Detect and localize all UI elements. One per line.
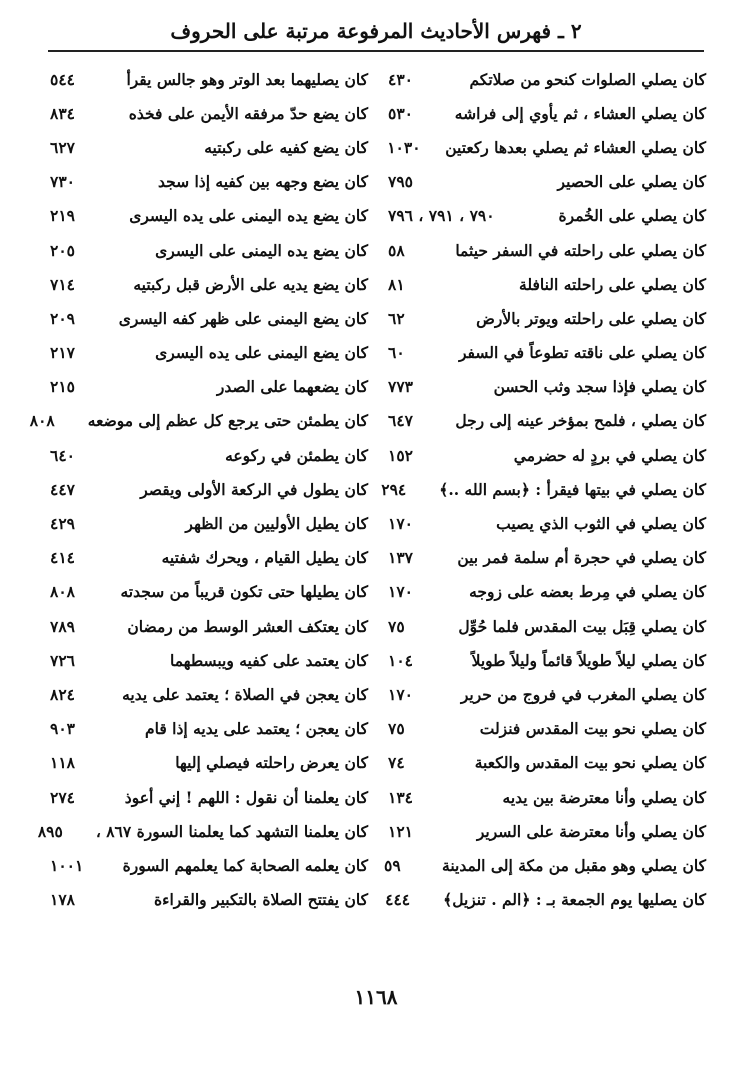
hadith-text: كان يصلي على الخُمرة	[558, 206, 706, 226]
index-entry	[50, 370, 368, 404]
hadith-number: ٨٢٤	[50, 684, 75, 704]
index-entry	[388, 233, 706, 267]
hadith-text: كان يصلي المغرب في فروج من حرير	[460, 684, 706, 704]
hadith-text: كان يعلمنا التشهد كما يعلمنا السورة ٨٦٧ ،	[95, 821, 368, 841]
hadith-number: ١٢١	[388, 821, 413, 841]
hadith-text: كان يصلي في بيتها فيقرأ : ﴿بسم الله ..﴾	[439, 479, 706, 499]
hadith-number: ٦٤٧	[388, 411, 413, 431]
index-entry	[388, 336, 706, 370]
hadith-text: كان يصلي في بردٍ له حضرمي	[513, 445, 706, 465]
hadith-text: كان يصليهما بعد الوتر وهو جالس يقرأ	[126, 69, 368, 89]
hadith-number: ٥٩	[384, 855, 401, 875]
hadith-text: كان يعتكف العشر الوسط من رمضان	[127, 616, 368, 636]
index-entry	[50, 165, 368, 199]
hadith-number: ٢٠٩	[50, 308, 75, 328]
index-entry	[50, 506, 368, 540]
index-entry	[388, 370, 706, 404]
index-entry	[50, 609, 368, 643]
index-entry	[388, 814, 706, 848]
hadith-text: كان يصلي على راحلته ويوتر بالأرض	[476, 308, 706, 328]
index-column-left	[29, 62, 368, 917]
index-entry	[50, 677, 368, 711]
index-entry	[50, 199, 368, 233]
hadith-number: ٤٣٠	[388, 69, 413, 89]
index-entry	[388, 165, 706, 199]
hadith-text: كان يعتمد على كفيه ويبسطهما	[170, 650, 368, 670]
hadith-text: كان يعجن ؛ يعتمد على يديه إذا قام	[145, 719, 368, 739]
index-entry	[50, 643, 368, 677]
index-entry	[388, 609, 706, 643]
index-entry	[50, 541, 368, 575]
hadith-number: ٢١٥	[50, 377, 75, 397]
hadith-number: ٧٣٠	[50, 172, 75, 192]
hadith-number: ١٧٠	[388, 514, 413, 534]
index-entry	[388, 62, 706, 96]
hadith-text: كان يصلي الصلوات كنحو من صلاتكم	[469, 69, 706, 89]
index-entry	[50, 438, 368, 472]
hadith-text: كان يفتتح الصلاة بالتكبير والقراءة	[154, 890, 368, 910]
page-number: ١١٦٨	[354, 985, 398, 1009]
hadith-number: ٦٠	[388, 343, 405, 363]
hadith-text: كان يصلي العشاء ثم يصلي بعدها ركعتين	[445, 137, 706, 157]
index-entry	[50, 336, 368, 370]
hadith-number: ١٠٠١	[50, 855, 84, 875]
hadith-text: كان يطول في الركعة الأولى ويقصر	[140, 479, 368, 499]
hadith-number: ٦٢	[388, 308, 405, 328]
hadith-number: ٧٨٩	[50, 616, 75, 636]
hadith-number: ١٠٣٠	[387, 137, 421, 157]
hadith-number: ٨٩٥	[37, 821, 63, 841]
hadith-number: ١١٨	[50, 753, 75, 773]
hadith-number: ٤٢٩	[50, 514, 75, 534]
hadith-number: ٧١٤	[50, 274, 75, 294]
hadith-text: كان يطمئن في ركوعه	[225, 445, 368, 465]
index-entry	[388, 267, 706, 301]
index-entry	[37, 814, 368, 848]
hadith-text: كان يطيلها حتى تكون قريباً من سجدته	[120, 582, 368, 602]
hadith-number: ٧٧٣	[388, 377, 413, 397]
hadith-text: كان يضع يده اليمنى على يده اليسرى	[129, 206, 368, 226]
hadith-number: ٤٤٧	[50, 479, 75, 499]
hadith-text: كان يعرض راحلته فيصلي إليها	[175, 753, 368, 773]
hadith-number: ٧٢٦	[50, 650, 75, 670]
hadith-number: ٧٥	[388, 616, 405, 636]
hadith-number: ٥٣٠	[388, 103, 413, 123]
hadith-text: كان يطمئن حتى يرجع كل عظم إلى موضعه	[87, 411, 368, 431]
hadith-text: كان يطيل القيام ، ويحرك شفتيه	[161, 548, 368, 568]
hadith-text: كان يصلي في مِرط بعضه على زوجه	[469, 582, 706, 602]
hadith-number: ٧٩٥	[388, 172, 413, 192]
index-entry	[388, 541, 706, 575]
hadith-text: كان يصلي وأنا معترضة بين يديه	[502, 787, 706, 807]
index-entry	[50, 301, 368, 335]
index-entry	[50, 746, 368, 780]
hadith-text: كان يعجن في الصلاة ؛ يعتمد على يديه	[122, 684, 368, 704]
hadith-text: كان يضعهما على الصدر	[216, 377, 368, 397]
index-entry	[388, 438, 706, 472]
hadith-text: كان يصلي على ناقته تطوعاً في السفر	[459, 343, 706, 363]
index-entry	[50, 848, 368, 882]
hadith-text: كان يعلمه الصحابة كما يعلمهم السورة	[122, 855, 368, 875]
hadith-number: ٦٤٠	[50, 445, 75, 465]
index-entry	[388, 780, 706, 814]
header-divider	[48, 50, 704, 52]
index-entry	[385, 883, 706, 917]
index-entry	[50, 472, 368, 506]
hadith-text: كان يضع اليمنى على ظهر كفه اليسرى	[118, 308, 368, 328]
index-entry	[388, 643, 706, 677]
hadith-text: كان يعلمنا أن نقول : اللهم ! إني أعوذ	[124, 787, 368, 807]
hadith-number: ٥٨	[388, 240, 405, 260]
hadith-text: كان يضع وجهه بين كفيه إذا سجد	[157, 172, 368, 192]
hadith-number: ١٧٨	[50, 890, 75, 910]
hadith-text: كان يصلي العشاء ، ثم يأوي إلى فراشه	[454, 103, 706, 123]
hadith-number: ٨٣٤	[50, 103, 75, 123]
hadith-number: ٢٩٤	[381, 479, 407, 499]
index-entry	[381, 472, 706, 506]
hadith-text: كان يضع كفيه على ركبتيه	[204, 137, 368, 157]
hadith-number: ٧٤	[388, 753, 405, 773]
hadith-text: كان يصلي على راحلته في السفر حيثما	[455, 240, 706, 260]
index-column-right	[381, 62, 706, 917]
index-entry	[388, 677, 706, 711]
hadith-text: كان يصلي وأنا معترضة على السرير	[476, 821, 706, 841]
hadith-number: ٦٢٧	[50, 137, 75, 157]
index-entry	[388, 301, 706, 335]
index-entry	[50, 780, 368, 814]
index-entry	[50, 130, 368, 164]
hadith-number: ١٣٧	[388, 548, 413, 568]
hadith-number: ٢٠٥	[50, 240, 75, 260]
hadith-number: ٢١٧	[50, 343, 75, 363]
hadith-text: كان يصلي نحو بيت المقدس والكعبة	[474, 753, 706, 773]
hadith-number: ٩٠٣	[50, 719, 75, 739]
index-entry	[50, 62, 368, 96]
index-entry	[50, 712, 368, 746]
hadith-text: كان يضع اليمنى على يده اليسرى	[155, 343, 368, 363]
index-entry	[50, 267, 368, 301]
hadith-text: كان يضع يده اليمنى على اليسرى	[155, 240, 368, 260]
hadith-number: ٧٥	[388, 719, 405, 739]
index-entry	[50, 96, 368, 130]
hadith-text: كان يصلي نحو بيت المقدس فنزلت	[479, 719, 706, 739]
index-entry	[388, 199, 706, 233]
hadith-text: كان يصلي على راحلته النافلة	[519, 274, 706, 294]
hadith-number: ١٠٤	[388, 650, 413, 670]
hadith-text: كان يطيل الأوليين من الظهر	[185, 514, 368, 534]
hadith-number: ٨٠٨	[29, 411, 55, 431]
hadith-text: كان يصلي في الثوب الذي يصيب	[496, 514, 706, 534]
hadith-number: ٤١٤	[50, 548, 75, 568]
hadith-text: كان يصلي فإذا سجد وثب الحسن	[493, 377, 706, 397]
index-entry	[388, 506, 706, 540]
hadith-number: ٨٠٨	[50, 582, 75, 602]
index-entry	[388, 712, 706, 746]
hadith-number: ٨١	[388, 274, 405, 294]
page-header-title: ٢ ـ فهرس الأحاديث المرفوعة مرتبة على الحروف	[170, 19, 582, 43]
index-entry	[29, 404, 368, 438]
hadith-text: كان يضع يديه على الأرض قبل ركبتيه	[133, 274, 368, 294]
index-entry	[388, 96, 706, 130]
hadith-text: كان يصلي ، فلمح بمؤخر عينه إلى رجل	[455, 411, 706, 431]
hadith-number: ١٣٤	[388, 787, 413, 807]
hadith-text: كان يصلي على الحصير	[557, 172, 706, 192]
hadith-text: كان يصلي ليلاً طويلاً قائماً وليلاً طويلاً	[471, 650, 706, 670]
hadith-number: ٥٤٤	[50, 69, 75, 89]
hadith-text: كان يصلي وهو مقبل من مكة إلى المدينة	[442, 855, 706, 875]
hadith-number: ١٥٢	[388, 445, 413, 465]
hadith-number: ٢١٩	[50, 206, 75, 226]
hadith-number: ١٧٠	[388, 582, 413, 602]
index-entry	[388, 575, 706, 609]
index-entry	[50, 883, 368, 917]
hadith-number: ٢٧٤	[50, 787, 75, 807]
hadith-number: ٧٩٠ ، ٧٩١ ، ٧٩٦	[388, 206, 495, 226]
hadith-number: ٤٤٤	[385, 890, 411, 910]
hadith-text: كان يصلي في حجرة أم سلمة فمر بين	[457, 548, 706, 568]
index-entry	[50, 575, 368, 609]
index-entry	[388, 404, 706, 438]
hadith-text: كان يصلي قِبَل بيت المقدس فلما حُوِّل	[458, 616, 706, 636]
hadith-text: كان يضع حدّ مرفقه الأيمن على فخذه	[128, 103, 368, 123]
index-entry	[388, 130, 706, 164]
hadith-text: كان يصليها يوم الجمعة بـ : ﴿الم . تنزيل﴾	[443, 890, 706, 910]
index-entry	[384, 848, 706, 882]
hadith-number: ١٧٠	[388, 684, 413, 704]
index-entry	[388, 746, 706, 780]
index-entry	[50, 233, 368, 267]
